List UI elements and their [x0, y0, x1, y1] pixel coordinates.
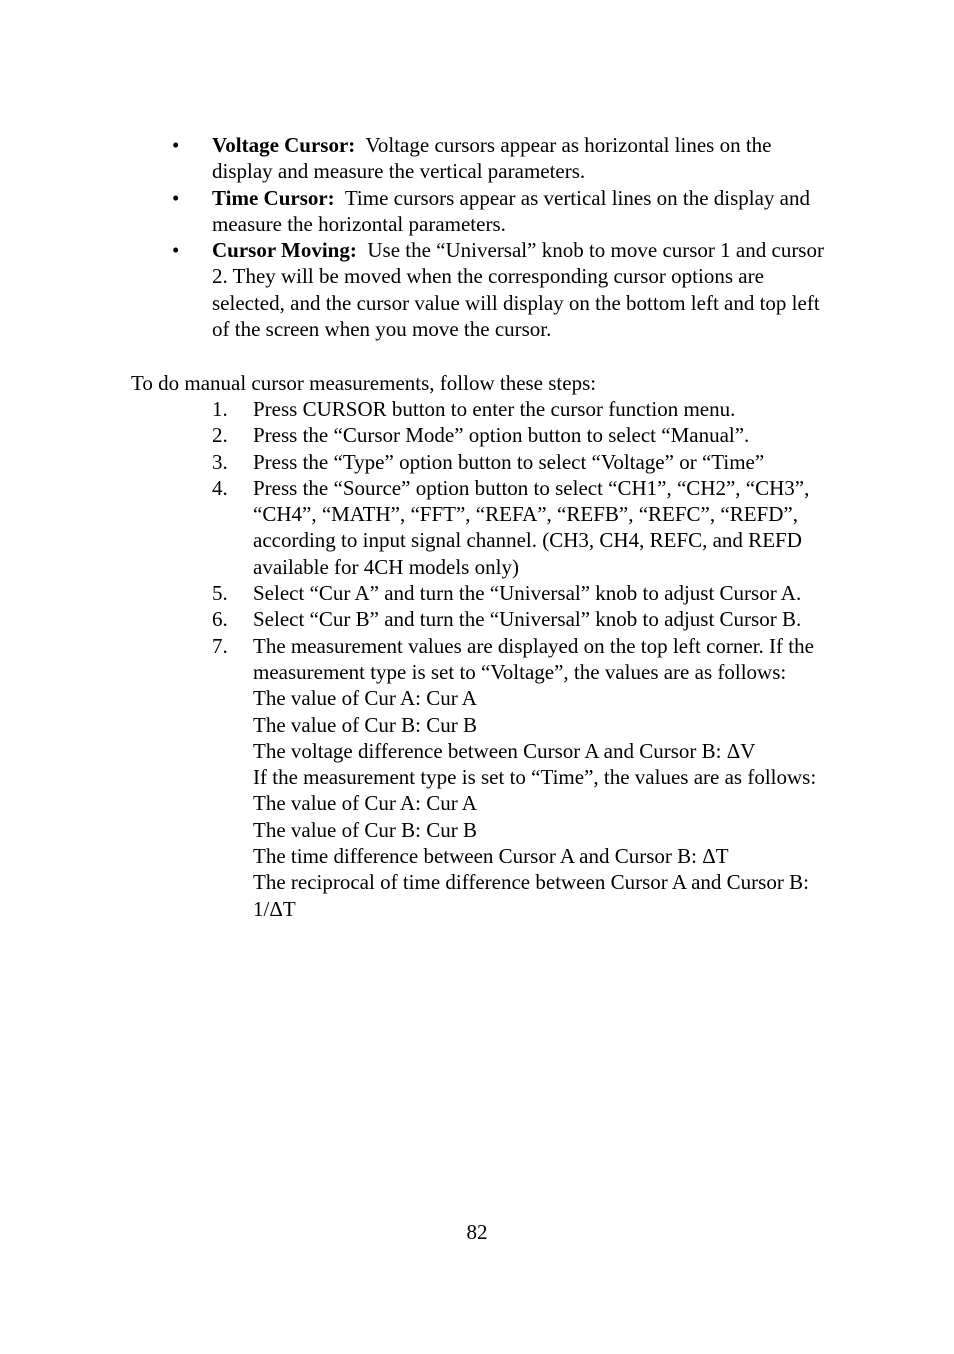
bullet-text: Time cursors appear as vertical lines on the display and measure the horizontal parameters.: [212, 185, 811, 236]
steps-list: [0, 396, 828, 922]
step-number: 4.: [212, 475, 228, 500]
bullet-text: Voltage cursors appear as horizontal lines on the display and measure the vertical parameters.: [212, 133, 772, 184]
step-number: 7.: [212, 633, 228, 658]
step-2: [0, 422, 828, 448]
voltage-value-line: The value of Cur A: Cur A: [253, 686, 477, 711]
step-text: Press the “Type” option button to select “Voltage” or “Time”: [253, 449, 765, 474]
bullet-term: Cursor Moving:: [212, 238, 357, 263]
bullet-term: Time Cursor:: [212, 185, 335, 210]
step-3: [0, 449, 828, 475]
step-text: Select “Cur B” and turn the “Universal” knob to adjust Cursor B.: [253, 607, 802, 632]
bullet-dot-icon: •: [172, 185, 180, 210]
step-number: 6.: [212, 607, 228, 632]
time-value-line: The value of Cur B: Cur B: [253, 817, 477, 842]
time-value-line: The time difference between Cursor A and Cursor B: ΔT: [253, 844, 729, 869]
bullet-dot-icon: •: [172, 238, 180, 263]
step-4: [0, 475, 828, 580]
bullet-cursor-moving: [0, 237, 824, 342]
time-mode-intro: If the measurement type is set to “Time”, the values are as follows:: [253, 765, 817, 790]
step-6: [0, 606, 828, 632]
bullet-text: Use the “Universal” knob to move cursor 1 and cursor 2. They will be moved when the corresponding cursor options are selected, and the cursor value will display on the bottom left and top left of the screen when you move the cursor.: [212, 238, 824, 342]
step-1: [0, 396, 828, 422]
step-number: 5.: [212, 581, 228, 606]
step-7: [0, 633, 828, 922]
time-value-line: The reciprocal of time difference between Cursor A and Cursor B: 1/ΔT: [253, 870, 809, 921]
bullet-term: Voltage Cursor:: [212, 133, 356, 157]
step-text: The measurement values are displayed on the top left corner. If the measurement type is set to “Voltage”, the values are as follows:: [253, 633, 814, 684]
step-text: Press the “Cursor Mode” option button to select “Manual”.: [253, 423, 750, 448]
bullet-dot-icon: •: [172, 133, 180, 157]
voltage-value-line: The voltage difference between Cursor A and Cursor B: ΔV: [253, 738, 756, 763]
page-number: 82: [466, 1220, 488, 1244]
definition-bullet-list: [0, 132, 824, 342]
step-5: [0, 580, 828, 606]
bullet-voltage-cursor: [0, 132, 824, 185]
bullet-time-cursor: [0, 185, 824, 238]
time-value-line: The value of Cur A: Cur A: [253, 791, 477, 816]
step-text: Select “Cur A” and turn the “Universal” knob to adjust Cursor A.: [253, 581, 802, 606]
step-text: Press CURSOR button to enter the cursor function menu.: [253, 397, 736, 421]
step-number: 1.: [212, 397, 228, 421]
voltage-value-line: The value of Cur B: Cur B: [253, 712, 477, 737]
step-number: 2.: [212, 423, 228, 448]
step-number: 3.: [212, 449, 228, 474]
step-text: Press the “Source” option button to select “CH1”, “CH2”, “CH3”, “CH4”, “MATH”, “FFT”, “REFA”, “REFB”, “REFC”, “REFD”, according to input signal channel. (CH3, CH4, REFC, and REFD available for 4CH models only): [253, 475, 810, 579]
steps-intro: To do manual cursor measurements, follow these steps:: [131, 371, 597, 395]
